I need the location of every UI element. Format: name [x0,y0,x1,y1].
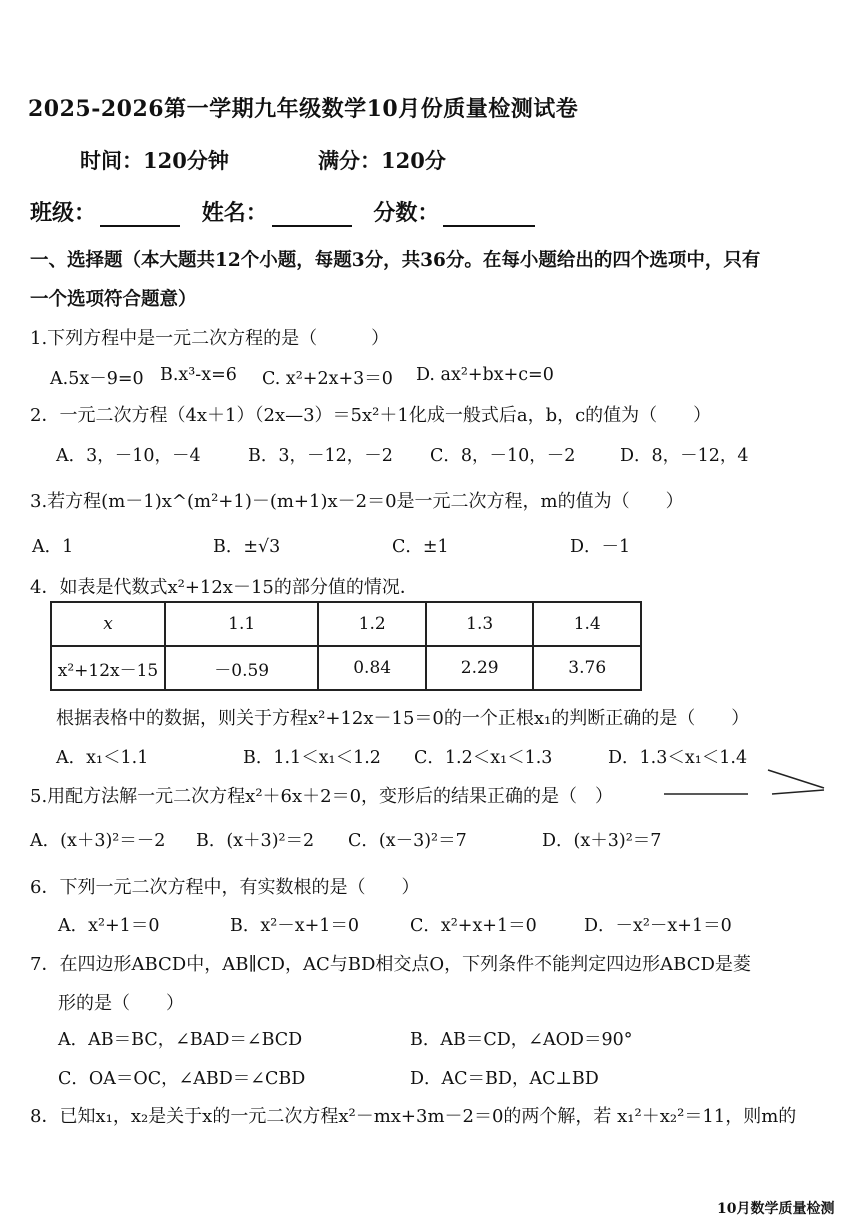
table-cell: 1.3 [426,602,534,646]
page-footer: 10月数学质量检测 [717,1201,835,1217]
q2-option-a: A．3，－10，－4 [56,446,201,466]
q1-option-d: D. ax²+bx+c=0 [416,365,554,385]
student-info-row [30,196,549,227]
q6-option-c: C．x²+x+1＝0 [410,916,537,936]
points-blank [443,205,535,227]
table-cell: 2.29 [426,646,534,690]
q5-option-b: B．(x＋3)²＝2 [196,831,315,851]
table-cell: 1.1 [165,602,318,646]
q5-option-c: C．(x－3)²＝7 [348,831,467,851]
q4-stem: 4．如表是代数式x²+12x－15的部分值的情况． [30,577,418,598]
q7-option-d: D．AC＝BD，AC⊥BD [410,1069,599,1089]
table-cell: 1.2 [318,602,426,646]
q3-option-a: A．1 [32,537,74,557]
exam-title: 2025-2026第一学期九年级数学10月份质量检测试卷 [28,96,579,122]
q5-stem: 5.用配方法解一元二次方程x²＋6x＋2＝0，变形后的结果正确的是（ ） [30,786,614,807]
q1-option-a: A.5x－9=0 [50,369,144,389]
q4-option-d: D．1.3＜x₁＜1.4 [608,748,748,768]
class-label: 班级： [30,200,97,226]
name-blank [272,205,352,227]
q8-stem: 8．已知x₁，x₂是关于x的一元二次方程x²－mx+3m－2＝0的两个解，若 x₁²＋x₂²＝11，则m的 [30,1106,797,1127]
q4-value-table [50,601,642,691]
q7-option-c: C．OA＝OC，∠ABD＝∠CBD [58,1069,306,1089]
name-label: 姓名： [201,200,268,226]
q6-option-d: D．－x²－x+1＝0 [584,916,732,936]
q4-option-b: B．1.1＜x₁＜1.2 [243,748,381,768]
stray-pen-mark [660,766,830,802]
exam-full-score: 满分：120分 [318,148,446,173]
q7-option-a: A．AB＝BC，∠BAD＝∠BCD [58,1030,303,1050]
q1-option-c: C. x²+2x+3＝0 [262,369,393,389]
section-heading-line1: 一、选择题（本大题共12个小题，每题3分，共36分。在每小题给出的四个选项中，只有 [30,250,761,271]
table-cell: －0.59 [165,646,318,690]
table-cell: x²+12x－15 [51,646,165,690]
q3-option-b: B．±√3 [213,537,281,557]
q3-stem: 3.若方程(m－1)x^(m²+1)－(m+1)x－2＝0是一元二次方程，m的值为（ ） [30,491,684,512]
table-cell: 0.84 [318,646,426,690]
q5-option-a: A．(x＋3)²＝－2 [30,831,166,851]
q2-stem: 2．一元二次方程（4x＋1）（2x—3）＝5x²＋1化成一般式后a，b，c的值为（ ） [30,405,712,426]
exam-time: 时间：120分钟 [80,148,229,173]
table-row [51,602,641,646]
q2-option-d: D．8，－12，4 [620,446,749,466]
q3-option-d: D．－1 [570,537,631,557]
points-label: 分数： [373,200,440,226]
q3-option-c: C．±1 [392,537,449,557]
q7-option-b: B．AB＝CD，∠AOD＝90° [410,1030,633,1050]
q6-option-a: A．x²+1＝0 [58,916,160,936]
table-row [51,646,641,690]
class-blank [100,205,180,227]
table-cell: x [51,602,165,646]
q7-stem-line1: 7．在四边形ABCD中，AB∥CD，AC与BD相交点O，下列条件不能判定四边形ABCD是菱 [30,954,751,975]
q1-stem: 1.下列方程中是一元二次方程的是（ ） [30,328,390,349]
q5-option-d: D．(x＋3)²＝7 [542,831,662,851]
q4-option-c: C．1.2＜x₁＜1.3 [414,748,553,768]
q1-option-b: B.x³-x=6 [160,365,237,385]
q4-follow-text: 根据表格中的数据，则关于方程x²+12x－15＝0的一个正根x₁的判断正确的是（ ） [56,708,750,729]
q4-option-a: A．x₁＜1.1 [56,748,149,768]
table-cell: 1.4 [533,602,641,646]
section-heading-line2: 一个选项符合题意） [30,289,197,310]
table-cell: 3.76 [533,646,641,690]
q6-stem: 6．下列一元二次方程中，有实数根的是（ ） [30,877,420,898]
q7-stem-line2: 形的是（ ） [58,993,184,1014]
q2-option-b: B．3，－12，－2 [248,446,393,466]
q6-option-b: B．x²－x+1＝0 [230,916,360,936]
q2-option-c: C．8，－10，－2 [430,446,576,466]
